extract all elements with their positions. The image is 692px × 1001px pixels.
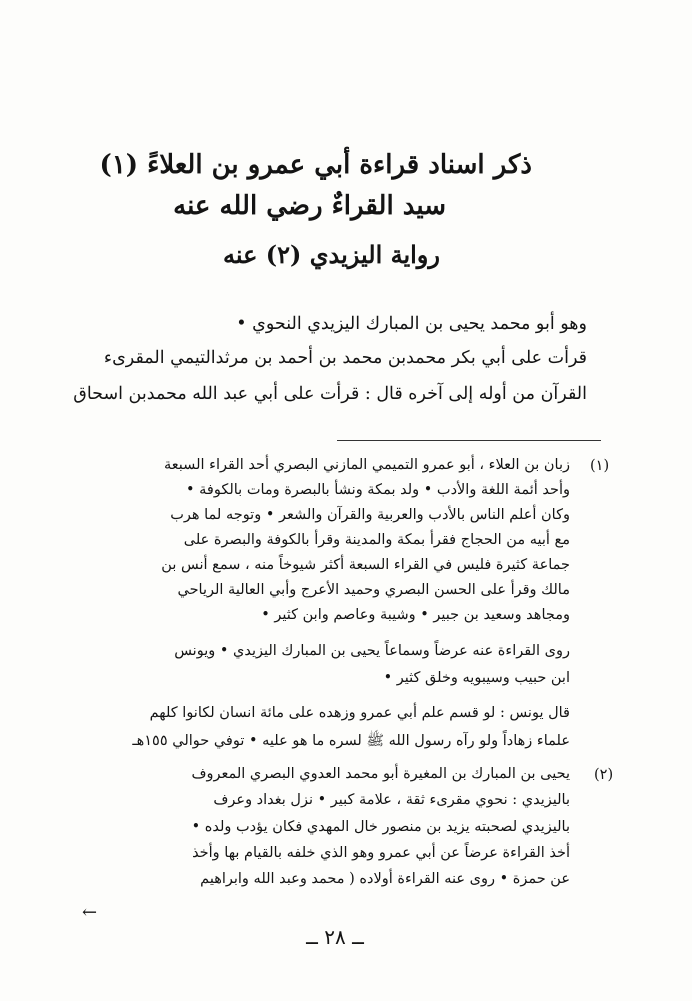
footnote-line: وأحد أئمة اللغة والأدب • ولد بمكة ونشأ بالبصرة ومات بالكوفة •	[185, 482, 570, 498]
heading-line-3: رواية اليزيدي (٢) عنه	[222, 240, 440, 269]
footnote-number-1: (١)	[590, 458, 610, 474]
footnote-line: جماعة كثيرة فليس في القراء السبعة أكثر شيوخاً منه ، سمع أنس بن	[161, 557, 570, 573]
body-line-2: قرأت على أبي بكر محمدبن محمد بن أحمد بن مرثدالتيمي المقرىء	[103, 348, 587, 368]
heading-line-2: سيد القراءٌ رضي الله عنه	[173, 191, 446, 221]
page-number: ــ ٢٨ ــ	[306, 925, 364, 949]
footnote-line: باليزيدي لصحبته يزيد بن منصور خال المهدي فكان يؤدب ولده •	[191, 819, 570, 835]
footnote-line: يحيى بن المبارك بن المغيرة أبو محمد العدوي البصري المعروف	[191, 766, 570, 782]
footnote-separator	[337, 440, 601, 441]
footnote-line: مع أبيه من الحجاج فقرأ بمكة والمدينة وقرأ بالكوفة والبصرة على	[183, 532, 570, 548]
footnote-line: قال يونس : لو قسم علم أبي عمرو وزهده على مائة انسان لكانوا كلهم	[149, 705, 570, 721]
footnote-line: وكان أعلم الناس بالأدب والعربية والقرآن والشعر • وتوجه لما هرب	[170, 507, 570, 523]
body-line-3: القرآن من أوله إلى آخره قال : قرأت على أبي عبد الله محمدبن اسحاق	[73, 384, 587, 404]
footnote-line: روى القراءة عنه عرضاً وسماعاً يحيى بن المبارك اليزيدي • ويونس	[174, 643, 570, 659]
continuation-arrow-icon: ←	[82, 902, 98, 923]
body-line-1: وهو أبو محمد يحيى بن المبارك اليزيدي النحوي •	[236, 314, 587, 334]
footnote-line: زبان بن العلاء ، أبو عمرو التميمي المازني البصري أحد القراء السبعة	[164, 457, 570, 473]
footnote-number-2: (٢)	[594, 767, 614, 783]
footnote-line: ابن حبيب وسيبويه وخلق كثير •	[383, 670, 570, 686]
heading-line-1: ذكر اسناد قراءة أبي عمرو بن العلاءً (١)	[99, 150, 532, 180]
footnote-line: أخذ القراءة عرضاً عن أبي عمرو وهو الذي خلفه بالقيام بها وأخذ	[192, 845, 570, 861]
footnote-line: باليزيدي : نحوي مقرىء ثقة ، علامة كبير • نزل بغداد وعرف	[213, 792, 570, 808]
footnote-line: ومجاهد وسعيد بن جبير • وشيبة وعاصم وابن كثير •	[261, 607, 570, 623]
footnote-line: علماء زهاداً ولو رآه رسول الله ﷺ لسره ما هو عليه • توفي حوالي ١٥٥هـ	[132, 733, 570, 749]
footnote-line: عن حمزة • روى عنه القراءة أولاده ( محمد وعبد الله وابراهيم	[200, 871, 570, 887]
footnote-line: مالك وقرأ على الحسن البصري وحميد الأعرج وأبي العالية الرياحي	[177, 582, 570, 598]
